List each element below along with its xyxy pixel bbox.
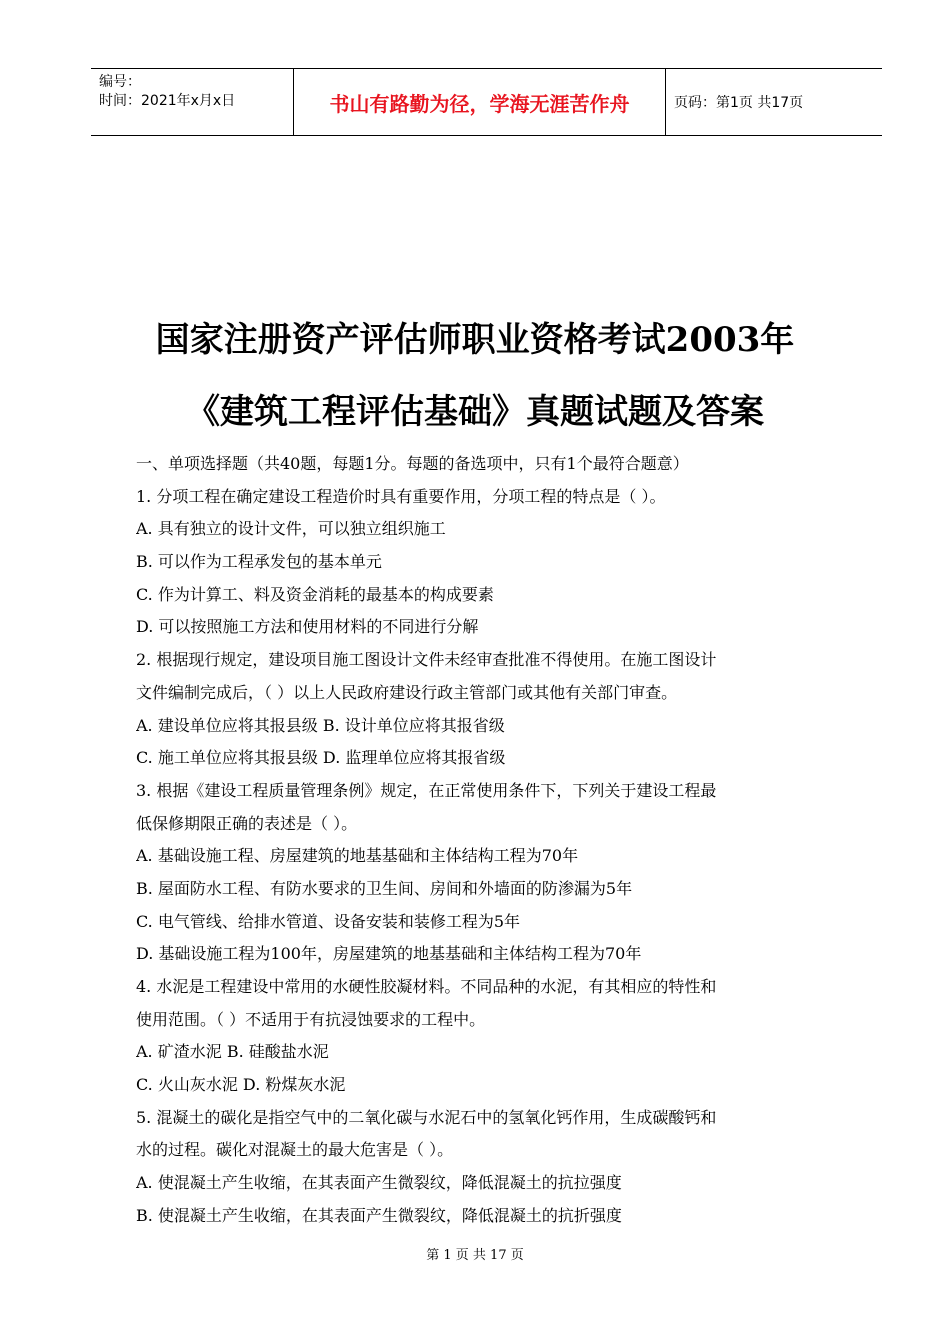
body-line: A. 基础设施工程、房屋建筑的地基基础和主体结构工程为70年 bbox=[136, 846, 579, 866]
body-line: C. 火山灰水泥 D. 粉煤灰水泥 bbox=[136, 1075, 346, 1095]
body-line: A. 矿渣水泥 B. 硅酸盐水泥 bbox=[136, 1042, 329, 1062]
body-line: 2. 根据现行规定，建设项目施工图设计文件未经审查批准不得使用。在施工图设计 bbox=[136, 650, 717, 670]
header-motto: 书山有路勤为径，学海无涯苦作舟 bbox=[293, 69, 666, 135]
document-header bbox=[91, 68, 882, 136]
body-line: D. 基础设施工程为100年，房屋建筑的地基基础和主体结构工程为70年 bbox=[136, 944, 642, 964]
body-line: B. 屋面防水工程、有防水要求的卫生间、房间和外墙面的防渗漏为5年 bbox=[136, 878, 633, 898]
header-page-info: 页码：第1页 共17页 bbox=[674, 95, 804, 111]
body-line: 一、单项选择题（共40题，每题1分。每题的备选项中，只有1个最符合题意） bbox=[136, 454, 689, 473]
body-line: C. 电气管线、给排水管道、设备安装和装修工程为5年 bbox=[136, 911, 521, 931]
body-line: A. 使混凝土产生收缩，在其表面产生微裂纹，降低混凝土的抗拉强度 bbox=[136, 1173, 622, 1193]
document-title-line-2: 《建筑工程评估基础》真题试题及答案 bbox=[186, 392, 764, 432]
body-line: C. 施工单位应将其报县级 D. 监理单位应将其报省级 bbox=[136, 748, 506, 768]
body-line: 1. 分项工程在确定建设工程造价时具有重要作用，分项工程的特点是（ ）。 bbox=[136, 486, 666, 506]
document-title-line-1: 国家注册资产评估师职业资格考试2003年 bbox=[155, 320, 795, 360]
body-line: B. 可以作为工程承发包的基本单元 bbox=[136, 552, 382, 572]
body-line: A. 具有独立的设计文件，可以独立组织施工 bbox=[136, 519, 446, 539]
body-line: 低保修期限正确的表述是（ ）。 bbox=[136, 813, 358, 833]
document-time: 时间：2021年x月x日 bbox=[99, 93, 236, 109]
body-line: C. 作为计算工、料及资金消耗的最基本的构成要素 bbox=[136, 584, 494, 604]
body-line: 3. 根据《建设工程质量管理条例》规定，在正常使用条件下，下列关于建设工程最 bbox=[136, 780, 717, 800]
document-body bbox=[136, 448, 836, 1233]
document-number-label: 编号： bbox=[99, 74, 141, 90]
page-footer: 第 1 页 共 17 页 bbox=[426, 1248, 524, 1263]
body-line: 文件编制完成后，（ ）以上人民政府建设行政主管部门或其他有关部门审查。 bbox=[136, 682, 678, 702]
body-line: B. 使混凝土产生收缩，在其表面产生微裂纹，降低混凝土的抗折强度 bbox=[136, 1205, 622, 1225]
body-line: 水的过程。碳化对混凝土的最大危害是（ ）。 bbox=[136, 1140, 454, 1160]
body-line: 4. 水泥是工程建设中常用的水硬性胶凝材料。不同品种的水泥，有其相应的特性和 bbox=[136, 977, 717, 996]
body-line: 使用范围。（ ）不适用于有抗浸蚀要求的工程中。 bbox=[136, 1009, 486, 1029]
body-line: 5. 混凝土的碳化是指空气中的二氧化碳与水泥石中的氢氧化钙作用，生成碳酸钙和 bbox=[136, 1107, 717, 1127]
body-line: A. 建设单位应将其报县级 B. 设计单位应将其报省级 bbox=[136, 715, 505, 735]
header-meta bbox=[91, 69, 293, 135]
body-line: D. 可以按照施工方法和使用材料的不同进行分解 bbox=[136, 617, 479, 637]
